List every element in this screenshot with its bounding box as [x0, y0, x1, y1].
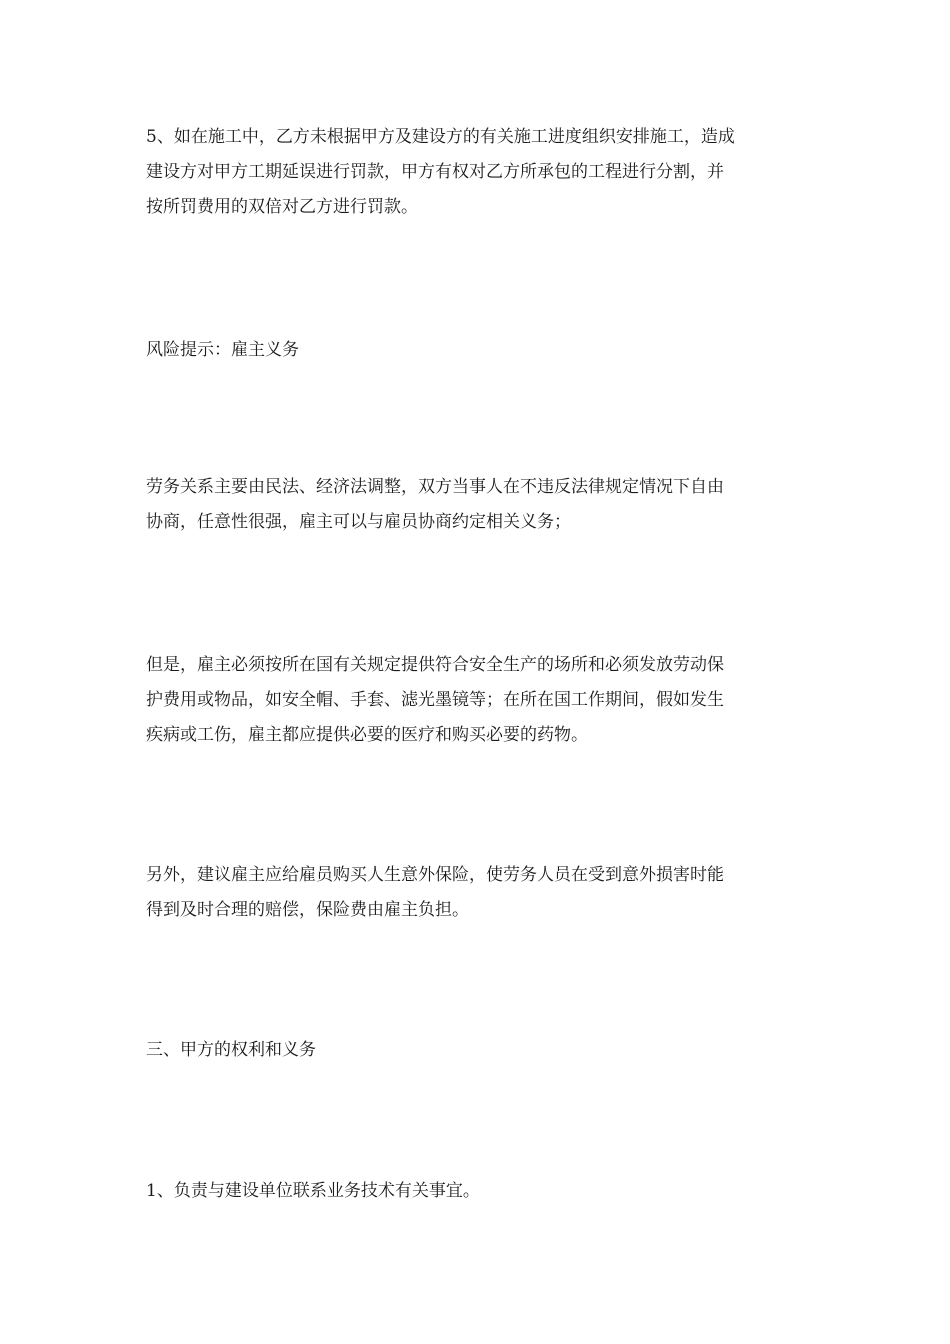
paragraph-penalty-clause	[146, 120, 806, 225]
heading-risk-notice	[146, 333, 806, 368]
text-line: 风险提示：雇主义务	[146, 340, 299, 360]
text-line: 劳务关系主要由民法、经济法调整，双方当事人在不违反法律规定情况下自由	[146, 477, 724, 497]
text-line: 1、负责与建设单位联系业务技术有关事宜。	[146, 1181, 480, 1201]
text-line: 护费用或物品，如安全帽、手套、滤光墨镜等；在所在国工作期间，假如发生	[146, 690, 724, 710]
text-line: 建设方对甲方工期延误进行罚款，甲方有权对乙方所承包的工程进行分割，并	[146, 162, 724, 182]
paragraph-labor-relations	[146, 470, 806, 540]
text-line: 但是，雇主必须按所在国有关规定提供符合安全生产的场所和必须发放劳动保	[146, 655, 724, 675]
text-line: 疾病或工伤，雇主都应提供必要的医疗和购买必要的药物。	[146, 725, 588, 745]
text-line: 三、甲方的权利和义务	[146, 1040, 316, 1060]
text-line: 另外，建议雇主应给雇员购买人生意外保险，使劳务人员在受到意外损害时能	[146, 865, 724, 885]
text-line: 5、如在施工中，乙方未根据甲方及建设方的有关施工进度组织安排施工，造成	[146, 127, 735, 147]
text-line: 按所罚费用的双倍对乙方进行罚款。	[146, 197, 418, 217]
list-item-1	[146, 1174, 806, 1209]
text-line: 得到及时合理的赔偿，保险费由雇主负担。	[146, 900, 469, 920]
heading-section-three	[146, 1033, 806, 1068]
paragraph-insurance	[146, 858, 806, 928]
paragraph-employer-obligations	[146, 648, 806, 753]
text-line: 协商，任意性很强，雇主可以与雇员协商约定相关义务；	[146, 512, 571, 532]
